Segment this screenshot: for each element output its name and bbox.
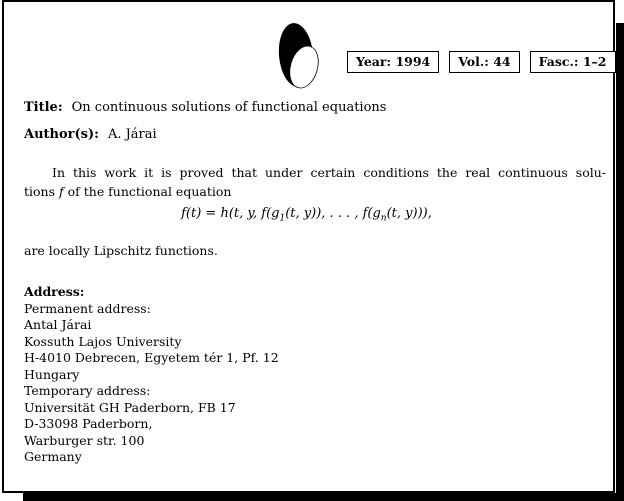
title-line — [24, 100, 386, 115]
address-line: Warburger str. 100 — [24, 432, 145, 448]
functional-equation — [0, 206, 613, 224]
journal-logo-icon — [277, 21, 321, 95]
formula-part-2: (t, y)), . . . , f(g — [285, 206, 381, 221]
author-line — [24, 127, 157, 142]
address-block — [24, 284, 279, 466]
address-line: Universität GH Paderborn, FB 17 — [24, 399, 236, 415]
address-line: Temporary address: — [24, 383, 151, 398]
formula-subscript-n: n — [380, 213, 387, 224]
abstract-line-2-post: of the functional equation — [63, 184, 232, 199]
abstract-line-2 — [24, 182, 606, 201]
year-badge: Year: 1994 — [347, 51, 439, 73]
abstract-paragraph — [24, 163, 606, 201]
address-line: Antal Járai — [24, 317, 92, 332]
abstract-line-1: In this work it is proved that under certain conditions the real continuous solu- — [52, 165, 606, 180]
page-shadow-bottom — [23, 493, 624, 501]
address-line: Kossuth Lajos University — [24, 333, 182, 349]
address-line: H-4010 Debrecen, Egyetem tér 1, Pf. 12 — [24, 350, 279, 365]
page-title: On continuous solutions of functional equations — [71, 100, 387, 115]
address-heading: Address: — [24, 284, 85, 299]
formula-part-3: (t, y))), — [386, 206, 432, 221]
formula-subscript-1: 1 — [279, 213, 286, 224]
fascicle-badge: Fasc.: 1–2 — [530, 51, 616, 73]
address-line: Germany — [24, 449, 82, 464]
volume-badge: Vol.: 44 — [449, 51, 519, 73]
authors-label: Author(s): — [24, 127, 99, 142]
address-line: Hungary — [24, 366, 80, 382]
author-names: A. Járai — [107, 127, 157, 142]
function-symbol: f — [59, 184, 64, 199]
page-shadow-right — [616, 23, 624, 501]
address-line: Permanent address: — [24, 300, 151, 316]
abstract-line-2-pre: tions — [24, 184, 59, 199]
address-line: D-33098 Paderborn, — [24, 416, 153, 431]
formula-part-1: f(t) = h(t, y, f(g — [181, 206, 280, 221]
title-label: Title: — [24, 100, 63, 115]
issue-badges — [347, 51, 616, 73]
abstract-closing-line: are locally Lipschitz functions. — [24, 243, 218, 258]
